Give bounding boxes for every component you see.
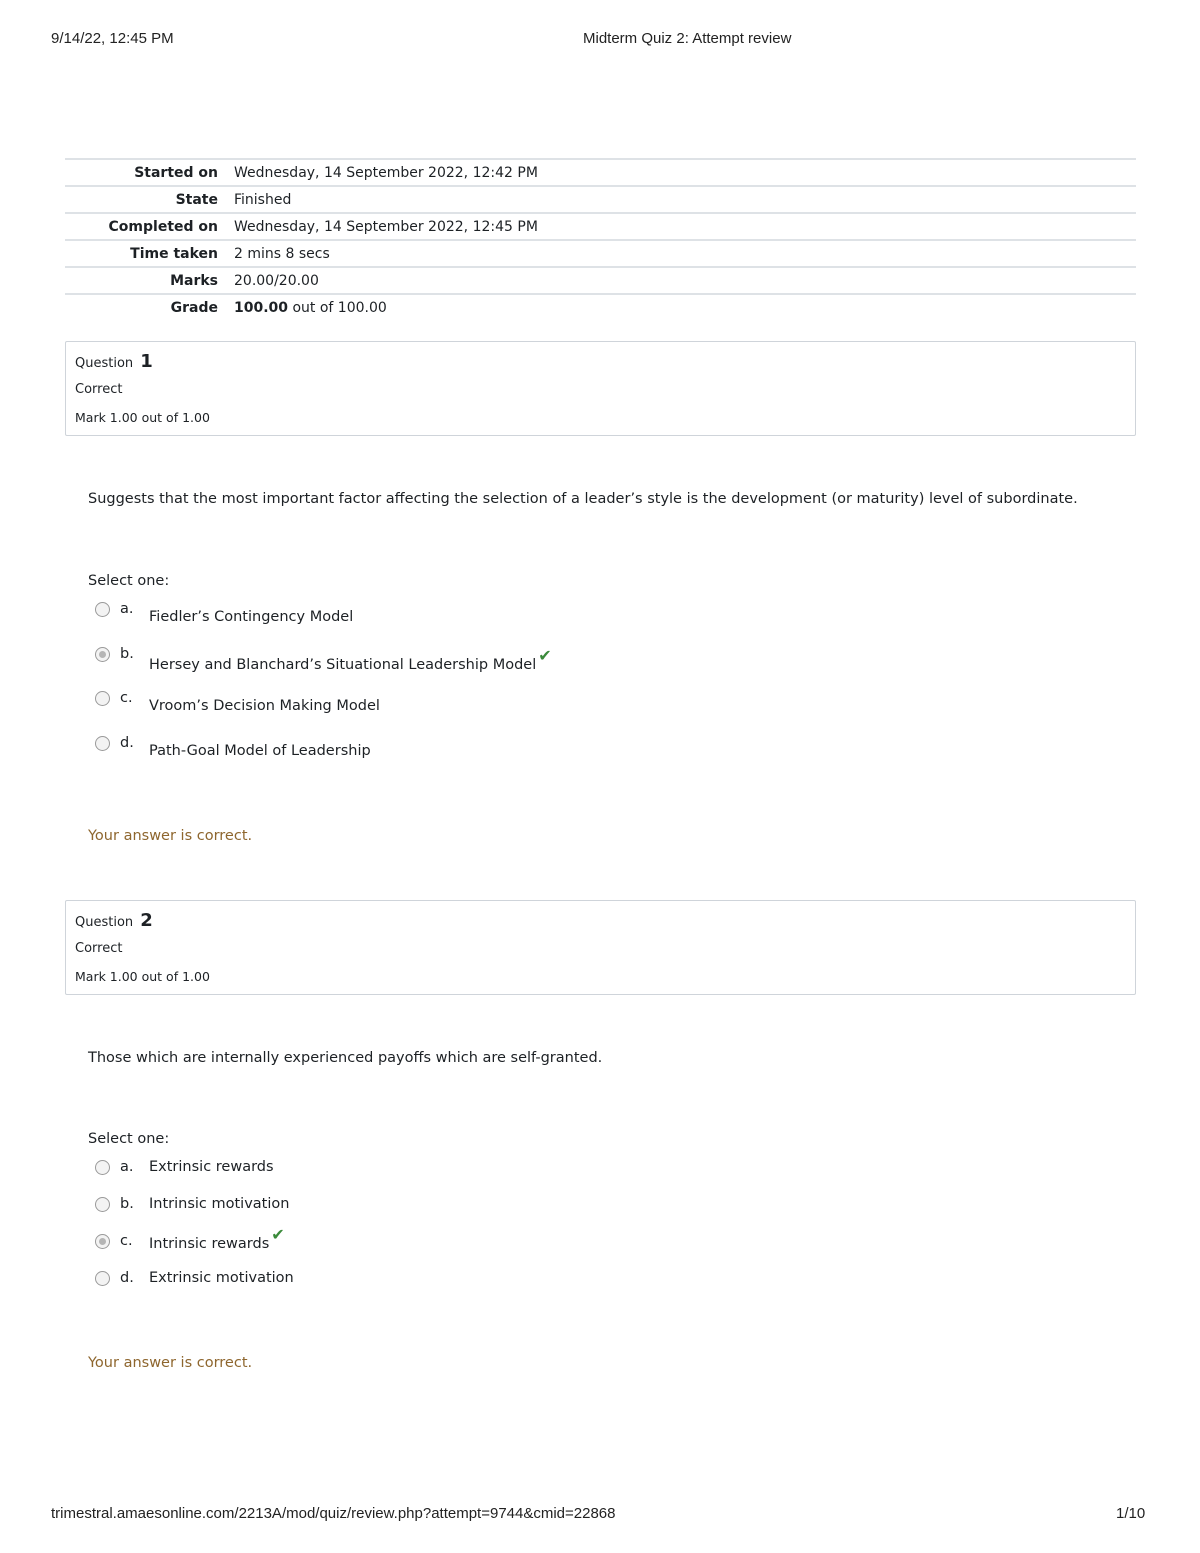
option-text: Fiedler’s Contingency Model (149, 609, 354, 625)
radio-button[interactable] (95, 736, 110, 751)
summary-value: Wednesday, 14 September 2022, 12:45 PM (234, 218, 538, 235)
grade-score: 100.00 (234, 299, 289, 316)
question-2-option-a[interactable] (95, 1159, 795, 1181)
question-2-option-d[interactable] (95, 1270, 795, 1292)
option-letter: d. (120, 735, 134, 751)
question-label: Question (75, 356, 134, 371)
summary-row-marks (65, 268, 1136, 295)
question-1-option-d[interactable] (95, 735, 795, 757)
summary-label: Started on (134, 164, 218, 181)
question-1-option-b[interactable] (95, 646, 795, 673)
option-letter: c. (120, 690, 133, 706)
attempt-summary-table (65, 158, 1136, 320)
summary-row-started (65, 160, 1136, 187)
option-text: Hersey and Blanchard’s Situational Leadership Model (149, 657, 537, 673)
summary-label: Time taken (130, 245, 218, 262)
question-2-info (65, 900, 1136, 995)
option-letter: c. (120, 1233, 133, 1249)
summary-label: State (175, 191, 218, 208)
option-letter: a. (120, 1159, 134, 1175)
page-url: trimestral.amaesonline.com/2213A/mod/quiz/review.php?attempt=9744&cmid=22868 (51, 1505, 616, 1522)
question-2-option-b[interactable] (95, 1196, 795, 1218)
radio-button[interactable] (95, 1160, 110, 1175)
option-letter: b. (120, 646, 134, 662)
summary-value: 2 mins 8 secs (234, 245, 330, 262)
radio-button-selected[interactable] (95, 1234, 110, 1249)
summary-value: Finished (234, 191, 292, 208)
select-one-prompt: Select one: (88, 1131, 170, 1147)
print-datetime: 9/14/22, 12:45 PM (51, 30, 174, 47)
print-header (0, 30, 1200, 50)
option-text: Intrinsic rewards (149, 1236, 270, 1252)
grade-out-of: out of 100.00 (292, 299, 387, 316)
option-text: Path-Goal Model of Leadership (149, 743, 371, 759)
question-2-feedback: Your answer is correct. (88, 1355, 253, 1371)
page-number: 1/10 (1116, 1505, 1146, 1522)
question-mark: Mark 1.00 out of 1.00 (75, 410, 210, 425)
print-footer (0, 1505, 1200, 1525)
question-state: Correct (75, 941, 123, 956)
summary-value (234, 300, 1136, 316)
summary-row-completed (65, 214, 1136, 241)
option-letter: d. (120, 1270, 134, 1286)
radio-button-selected[interactable] (95, 647, 110, 662)
question-number (75, 351, 153, 372)
summary-value: Wednesday, 14 September 2022, 12:42 PM (234, 164, 538, 181)
summary-row-grade (65, 295, 1136, 320)
option-text: Extrinsic rewards (149, 1159, 274, 1175)
option-letter: a. (120, 601, 134, 617)
question-1-option-a[interactable] (95, 601, 795, 623)
question-state: Correct (75, 382, 123, 397)
option-text-wrap (149, 1225, 285, 1252)
summary-value: 20.00/20.00 (234, 272, 319, 289)
question-mark: Mark 1.00 out of 1.00 (75, 969, 210, 984)
question-num: 2 (140, 910, 153, 931)
radio-button[interactable] (95, 1197, 110, 1212)
option-text: Intrinsic motivation (149, 1196, 290, 1212)
question-1-info (65, 341, 1136, 436)
radio-button[interactable] (95, 602, 110, 617)
summary-label: Marks (170, 272, 218, 289)
question-2-text: Those which are internally experienced payoffs which are self-granted. (88, 1050, 603, 1066)
question-2-option-c[interactable] (95, 1225, 795, 1255)
check-icon: ✔ (538, 646, 552, 665)
select-one-prompt: Select one: (88, 573, 170, 589)
question-label: Question (75, 915, 134, 930)
radio-button[interactable] (95, 691, 110, 706)
summary-row-state (65, 187, 1136, 214)
option-text: Vroom’s Decision Making Model (149, 698, 380, 714)
question-number (75, 910, 153, 931)
check-icon: ✔ (271, 1225, 285, 1244)
radio-button[interactable] (95, 1271, 110, 1286)
summary-label: Grade (170, 299, 218, 316)
option-letter: b. (120, 1196, 134, 1212)
question-1-option-c[interactable] (95, 690, 795, 712)
question-num: 1 (140, 351, 153, 372)
option-text: Extrinsic motivation (149, 1270, 294, 1286)
summary-row-time-taken (65, 241, 1136, 268)
print-title: Midterm Quiz 2: Attempt review (583, 30, 792, 47)
summary-label: Completed on (108, 218, 218, 235)
question-1-text: Suggests that the most important factor affecting the selection of a leader’s style is the development (or maturity) level of subordinate. (88, 491, 1078, 507)
question-1-feedback: Your answer is correct. (88, 828, 253, 844)
option-text-wrap (149, 646, 552, 673)
